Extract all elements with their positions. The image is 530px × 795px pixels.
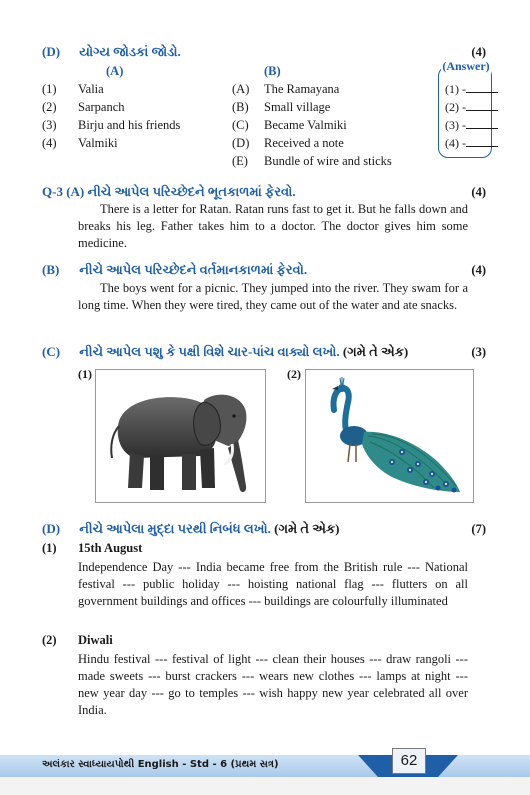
- match-row: [42, 100, 492, 117]
- match-row: [42, 82, 492, 99]
- answer-box-title: (Answer): [442, 59, 490, 73]
- elephant-icon: [96, 370, 267, 504]
- q3d-title: નીચે આપેલા મુદ્દા પરથી નિબંધ લખો.: [79, 521, 271, 536]
- q3a-heading: [42, 184, 296, 200]
- q3b-label: (B): [42, 262, 60, 277]
- q3c-title-suffix: (ગમે તે એક): [342, 344, 409, 359]
- q3b-marks: (4): [471, 263, 486, 277]
- match-row-b: Bundle of wire and sticks: [264, 154, 392, 168]
- match-row-number: (3): [42, 118, 57, 132]
- match-row-b: The Ramayana: [264, 82, 340, 96]
- match-row: [42, 136, 492, 153]
- picture-2-number: (2): [287, 367, 301, 381]
- answer-line-label: (1) -: [445, 82, 466, 96]
- match-row-b: Small village: [264, 100, 331, 114]
- match-marks: (4): [471, 45, 486, 59]
- essay-topic-points: Hindu festival --- festival of light --- clean their houses --- draw rangoli --- made sweets --- burst crackers --- wears new clothes --- lamps at night --- new year day --- go to temples --- wish happy new year celebrated all over India.: [78, 652, 468, 717]
- match-row-b: Received a note: [264, 136, 344, 150]
- column-a-header: (A): [106, 64, 124, 78]
- page-number: 62: [392, 748, 426, 774]
- match-question-heading: [42, 44, 181, 60]
- answer-line[interactable]: [445, 100, 498, 115]
- column-b-header: (B): [264, 64, 281, 78]
- q3b-paragraph: The boys went for a picnic. They jumped into the river. They swam for a long time. When they were tired, they came out of the water and ate snacks.: [78, 281, 468, 312]
- q3a-title: નીચે આપેલ પરિચ્છેદને ભૂતકાળમાં ફેરવો.: [87, 184, 296, 199]
- q3d-title-suffix: (ગમે તે એક): [274, 521, 340, 536]
- essay-topic-number: (2): [42, 633, 57, 647]
- match-row-a: Valia: [78, 82, 104, 96]
- q3d-marks: (7): [471, 522, 486, 536]
- q3c-title: નીચે આપેલ પશુ કે પક્ષી વિશે ચાર-પાંચ વાક્યો લખો.: [79, 344, 340, 359]
- q3c-label: (C): [42, 344, 61, 359]
- answer-blank[interactable]: [466, 118, 498, 129]
- match-row-number: (1): [42, 82, 57, 96]
- answer-line[interactable]: [445, 136, 498, 151]
- q3b-heading: [42, 262, 307, 278]
- match-row: [42, 118, 492, 135]
- bottom-margin: [0, 777, 530, 795]
- match-question-label: (D): [42, 44, 61, 59]
- essay-topic-number: (1): [42, 541, 57, 555]
- match-row-b: Became Valmiki: [264, 118, 347, 132]
- elephant-picture: [95, 369, 266, 503]
- answer-line-label: (3) -: [445, 118, 466, 132]
- match-row-number: (4): [42, 136, 57, 150]
- answer-blank[interactable]: [466, 100, 498, 111]
- match-row-number: (2): [42, 100, 57, 114]
- match-row-a: Sarpanch: [78, 100, 125, 114]
- match-row-key: (D): [232, 136, 250, 150]
- answer-line-label: (4) -: [445, 136, 466, 150]
- picture-1-number: (1): [78, 367, 92, 381]
- q3c-marks: (3): [471, 345, 486, 359]
- q3b-title: નીચે આપેલ પરિચ્છેદને વર્તમાનકાળમાં ફેરવો.: [79, 262, 308, 277]
- match-row: [42, 154, 492, 171]
- peacock-icon: [306, 370, 475, 504]
- q3c-heading: [42, 344, 408, 360]
- q3d-heading: [42, 521, 340, 537]
- match-question-title: યોગ્ય જોડકાં જોડો.: [79, 44, 181, 59]
- match-row-key: (A): [232, 82, 250, 96]
- essay-topic-points: Independence Day --- India became free from the British rule --- National festival --- public holiday --- hoisting national flag --- flutters on all government buildings and offices --- buildings are colourfully illuminated: [78, 560, 468, 608]
- match-row-key: (C): [232, 118, 249, 132]
- answer-blank[interactable]: [466, 82, 498, 93]
- footer-book-title: અલંકાર સ્વાધ્યાયપોથી English - Std - 6 (પ્રથમ સત્ર): [42, 759, 279, 770]
- essay-topic-title: Diwali: [78, 633, 113, 647]
- q3a-paragraph: There is a letter for Ratan. Ratan runs fast to get it. But he falls down and breaks his leg. Father takes him to a doctor. The doctor gives him some medicine.: [78, 202, 468, 250]
- essay-topic-title: 15th August: [78, 541, 143, 555]
- match-row-key: (E): [232, 154, 248, 168]
- q3d-label: (D): [42, 521, 61, 536]
- q3a-marks: (4): [471, 185, 486, 199]
- match-row-a: Birju and his friends: [78, 118, 181, 132]
- q3a-label: Q-3 (A): [42, 184, 85, 199]
- answer-line[interactable]: [445, 118, 498, 133]
- match-row-key: (B): [232, 100, 249, 114]
- match-row-a: Valmiki: [78, 136, 118, 150]
- peacock-picture: [305, 369, 474, 503]
- answer-blank[interactable]: [466, 136, 498, 147]
- answer-line[interactable]: [445, 82, 498, 97]
- answer-line-label: (2) -: [445, 100, 466, 114]
